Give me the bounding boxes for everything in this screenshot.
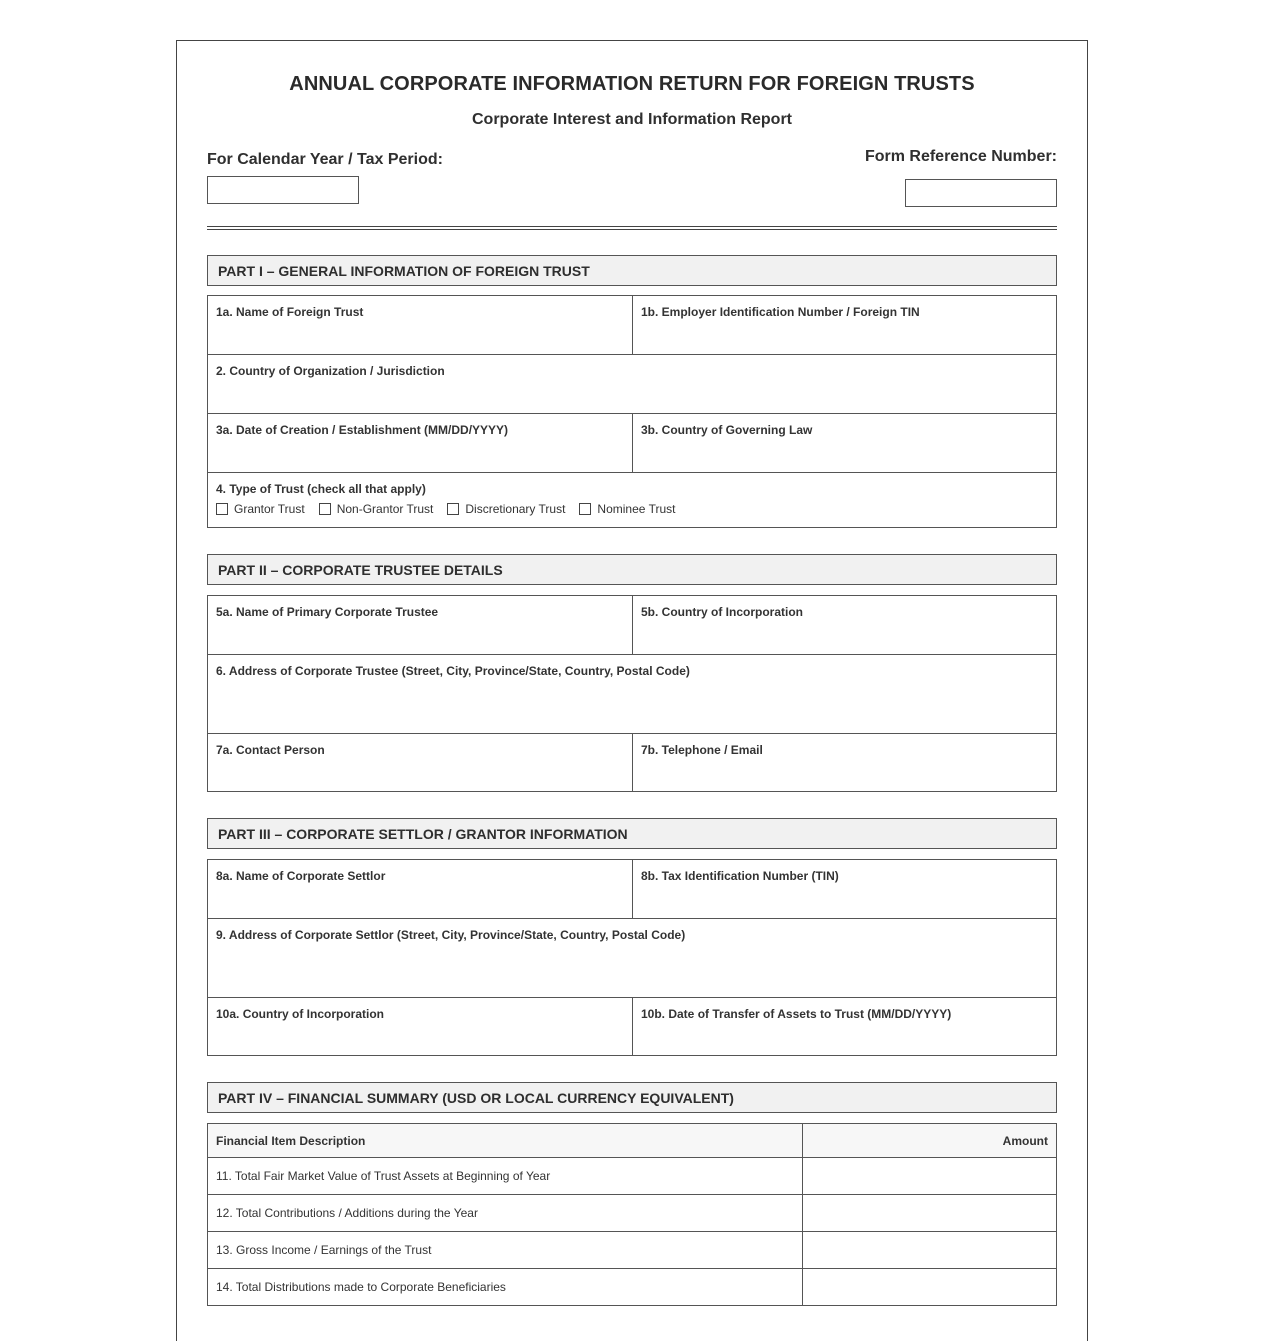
column-header-amount: Amount bbox=[803, 1124, 1057, 1158]
part2-row-1 bbox=[208, 596, 1056, 654]
field-1b-label: 1b. Employer Identification Number / Foreign TIN bbox=[641, 305, 920, 319]
field-5b-label: 5b. Country of Incorporation bbox=[641, 605, 803, 619]
field-10b-label: 10b. Date of Transfer of Assets to Trust (MM/DD/YYYY) bbox=[641, 1007, 952, 1021]
form-page bbox=[176, 40, 1088, 1341]
field-1b[interactable] bbox=[633, 296, 1056, 354]
form-reference-label: Form Reference Number: bbox=[864, 148, 1057, 165]
form-reference-field[interactable] bbox=[905, 179, 1057, 207]
checkbox-nominee-trust[interactable] bbox=[579, 502, 675, 516]
row-description: 13. Gross Income / Earnings of the Trust bbox=[208, 1232, 803, 1269]
part2-grid bbox=[207, 595, 1057, 792]
field-8a-label: 8a. Name of Corporate Settlor bbox=[216, 869, 386, 883]
form-subtitle: Corporate Interest and Information Report bbox=[471, 111, 793, 128]
checkbox-label: Grantor Trust bbox=[234, 502, 305, 516]
table-row bbox=[208, 1158, 1057, 1195]
part3-grid bbox=[207, 859, 1057, 1056]
part1-title: PART I – GENERAL INFORMATION OF FOREIGN TRUST bbox=[218, 263, 590, 279]
row-description: 11. Total Fair Market Value of Trust Assets at Beginning of Year bbox=[208, 1158, 803, 1195]
field-4-label: 4. Type of Trust (check all that apply) bbox=[216, 482, 426, 496]
field-5b[interactable] bbox=[633, 596, 1056, 654]
field-9-label: 9. Address of Corporate Settlor (Street, City, Province/State, Country, Postal Code) bbox=[216, 928, 686, 942]
table-row bbox=[208, 1232, 1057, 1269]
field-3b[interactable] bbox=[633, 414, 1056, 472]
form-title: ANNUAL CORPORATE INFORMATION RETURN FOR FOREIGN TRUSTS bbox=[289, 73, 975, 95]
table-header-row bbox=[208, 1124, 1057, 1158]
field-7b[interactable] bbox=[633, 734, 1056, 791]
part3-row-3 bbox=[208, 997, 1056, 1055]
field-3a[interactable] bbox=[208, 414, 633, 472]
part1-header bbox=[207, 255, 1057, 286]
part3-header bbox=[207, 818, 1057, 849]
checkbox-non-grantor-trust[interactable] bbox=[319, 502, 434, 516]
row-amount-field[interactable] bbox=[803, 1195, 1057, 1232]
field-5a-label: 5a. Name of Primary Corporate Trustee bbox=[216, 605, 439, 619]
checkbox-label: Discretionary Trust bbox=[465, 502, 566, 516]
row-amount-field[interactable] bbox=[803, 1158, 1057, 1195]
calendar-year-label: For Calendar Year / Tax Period: bbox=[207, 151, 443, 168]
field-2-label: 2. Country of Organization / Jurisdiction bbox=[216, 364, 445, 378]
calendar-year-field[interactable] bbox=[207, 176, 359, 204]
checkbox-icon[interactable] bbox=[447, 503, 459, 515]
field-4 bbox=[208, 473, 1056, 527]
field-10b[interactable] bbox=[633, 998, 1056, 1055]
part2-row-3 bbox=[208, 733, 1056, 791]
field-8a[interactable] bbox=[208, 860, 633, 918]
field-7a[interactable] bbox=[208, 734, 633, 791]
field-1a-label: 1a. Name of Foreign Trust bbox=[216, 305, 364, 319]
part1-row-1 bbox=[208, 296, 1056, 354]
part4-title: PART IV – FINANCIAL SUMMARY (USD OR LOCAL CURRENCY EQUIVALENT) bbox=[218, 1090, 734, 1106]
column-header-description: Financial Item Description bbox=[208, 1124, 803, 1158]
row-amount-field[interactable] bbox=[803, 1232, 1057, 1269]
field-8b[interactable] bbox=[633, 860, 1056, 918]
part3-row-2 bbox=[208, 918, 1056, 997]
checkbox-icon[interactable] bbox=[319, 503, 331, 515]
part1-row-3 bbox=[208, 413, 1056, 472]
part3-row-1 bbox=[208, 860, 1056, 918]
part1-row-4 bbox=[208, 472, 1056, 527]
part1-grid bbox=[207, 295, 1057, 528]
part2-title: PART II – CORPORATE TRUSTEE DETAILS bbox=[218, 562, 503, 578]
part2-row-2 bbox=[208, 654, 1056, 733]
table-row bbox=[208, 1269, 1057, 1306]
field-6[interactable] bbox=[208, 655, 1056, 733]
part3-title: PART III – CORPORATE SETTLOR / GRANTOR INFORMATION bbox=[218, 826, 628, 842]
field-2[interactable] bbox=[208, 355, 1056, 413]
row-description: 14. Total Distributions made to Corporate Beneficiaries bbox=[208, 1269, 803, 1306]
field-7b-label: 7b. Telephone / Email bbox=[641, 743, 763, 757]
field-5a[interactable] bbox=[208, 596, 633, 654]
field-10a-label: 10a. Country of Incorporation bbox=[216, 1007, 385, 1021]
part1-row-2 bbox=[208, 354, 1056, 413]
table-row bbox=[208, 1195, 1057, 1232]
checkbox-icon[interactable] bbox=[579, 503, 591, 515]
part2-header bbox=[207, 554, 1057, 585]
checkbox-label: Non-Grantor Trust bbox=[336, 502, 434, 516]
checkbox-grantor-trust[interactable] bbox=[216, 502, 305, 516]
checkbox-label: Nominee Trust bbox=[597, 502, 676, 516]
row-amount-field[interactable] bbox=[803, 1269, 1057, 1306]
header-divider bbox=[207, 226, 1057, 230]
field-1a[interactable] bbox=[208, 296, 633, 354]
financial-summary-table bbox=[207, 1123, 1057, 1306]
field-6-label: 6. Address of Corporate Trustee (Street, City, Province/State, Country, Postal Code) bbox=[216, 664, 690, 678]
field-7a-label: 7a. Contact Person bbox=[216, 743, 325, 757]
checkbox-discretionary-trust[interactable] bbox=[447, 502, 565, 516]
field-10a[interactable] bbox=[208, 998, 633, 1055]
field-3b-label: 3b. Country of Governing Law bbox=[641, 423, 813, 437]
row-description: 12. Total Contributions / Additions during the Year bbox=[208, 1195, 803, 1232]
field-8b-label: 8b. Tax Identification Number (TIN) bbox=[641, 869, 839, 883]
checkbox-icon[interactable] bbox=[216, 503, 228, 515]
field-3a-label: 3a. Date of Creation / Establishment (MM/DD/YYYY) bbox=[216, 423, 509, 437]
part4-header bbox=[207, 1082, 1057, 1113]
trust-type-options bbox=[216, 502, 689, 516]
field-9[interactable] bbox=[208, 919, 1056, 997]
